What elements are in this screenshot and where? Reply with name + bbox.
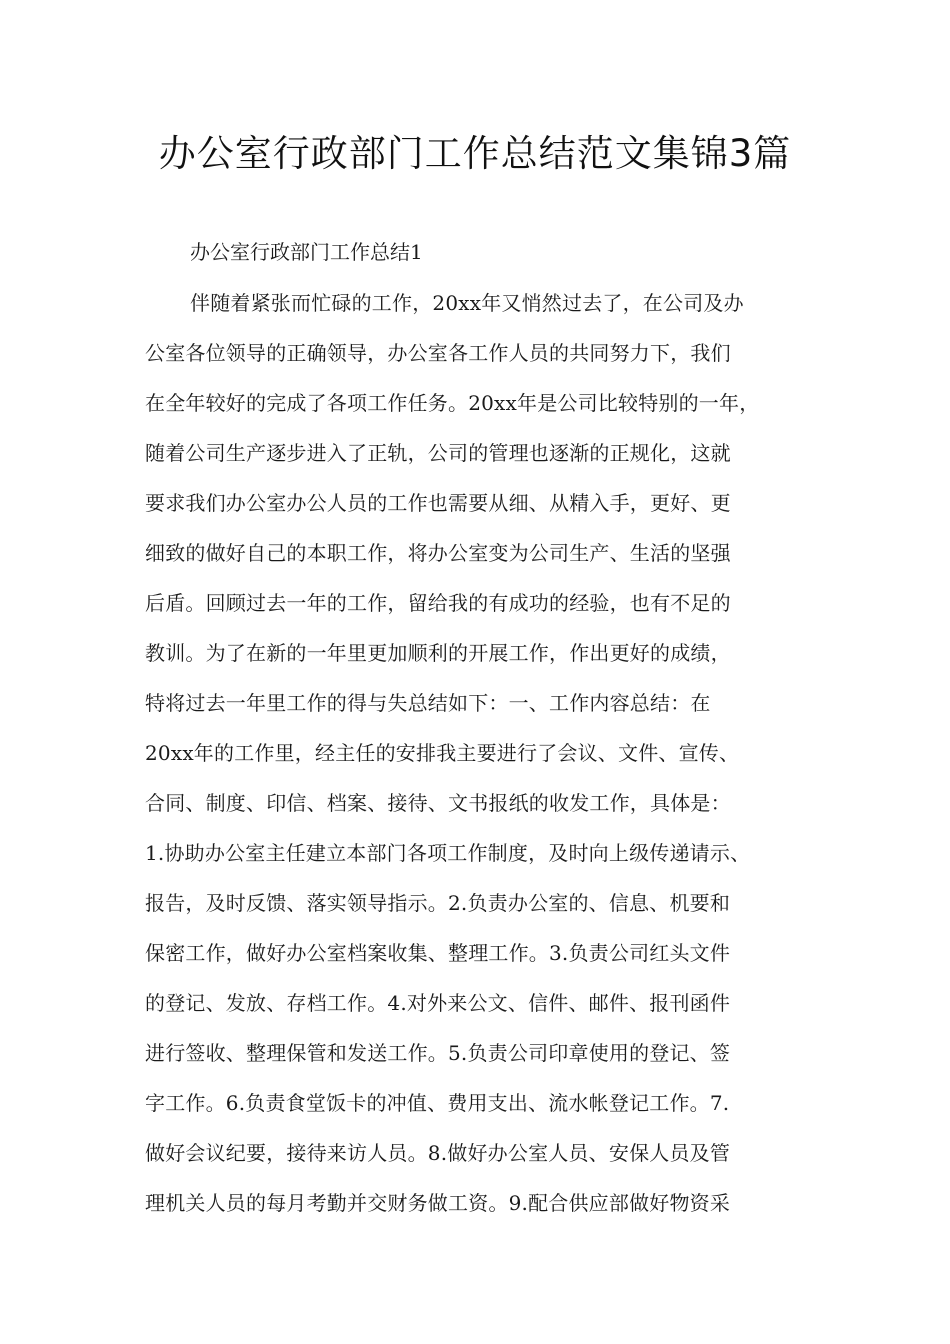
paragraph-line: 特将过去一年里工作的得与失总结如下：一、工作内容总结：在 [145, 691, 711, 715]
paragraph-line: 合同、制度、印信、档案、接待、文书报纸的收发工作，具体是： [145, 791, 731, 815]
paragraph-line: 进行签收、整理保管和发送工作。5.负责公司印章使用的登记、签 [145, 1041, 731, 1065]
paragraph-line: 字工作。6.负责食堂饭卡的冲值、费用支出、流水帐登记工作。7. [145, 1091, 730, 1115]
paragraph-line: 保密工作，做好办公室档案收集、整理工作。3.负责公司红头文件 [145, 941, 731, 965]
paragraph-line: 报告，及时反馈、落实领导指示。2.负责办公室的、信息、机要和 [145, 891, 731, 915]
section-heading: 办公室行政部门工作总结1 [190, 240, 423, 264]
paragraph-line: 细致的做好自己的本职工作，将办公室变为公司生产、生活的坚强 [145, 541, 731, 565]
paragraph-line: 的登记、发放、存档工作。4.对外来公文、信件、邮件、报刊函件 [145, 991, 731, 1015]
paragraph-line: 1.协助办公室主任建立本部门各项工作制度，及时向上级传递请示、 [145, 841, 751, 865]
paragraph-line: 随着公司生产逐步进入了正轨，公司的管理也逐渐的正规化，这就 [145, 441, 731, 465]
paragraph-line: 公室各位领导的正确领导，办公室各工作人员的共同努力下，我们 [145, 341, 731, 365]
paragraph-line: 做好会议纪要，接待来访人员。8.做好办公室人员、安保人员及管 [145, 1141, 731, 1165]
paragraph-line: 后盾。回顾过去一年的工作，留给我的有成功的经验，也有不足的 [145, 591, 731, 615]
paragraph-line: 伴随着紧张而忙碌的工作，20xx年又悄然过去了，在公司及办 [190, 291, 744, 315]
paragraph-line: 20xx年的工作里，经主任的安排我主要进行了会议、文件、宣传、 [145, 741, 740, 765]
paragraph-line: 在全年较好的完成了各项工作任务。20xx年是公司比较特别的一年， [145, 391, 760, 415]
document-title: 办公室行政部门工作总结范文集锦3篇 [158, 132, 792, 175]
paragraph-line: 教训。为了在新的一年里更加顺利的开展工作，作出更好的成绩， [145, 641, 731, 665]
paragraph-line: 要求我们办公室办公人员的工作也需要从细、从精入手，更好、更 [145, 491, 731, 515]
paragraph-line: 理机关人员的每月考勤并交财务做工资。9.配合供应部做好物资采 [145, 1191, 731, 1215]
